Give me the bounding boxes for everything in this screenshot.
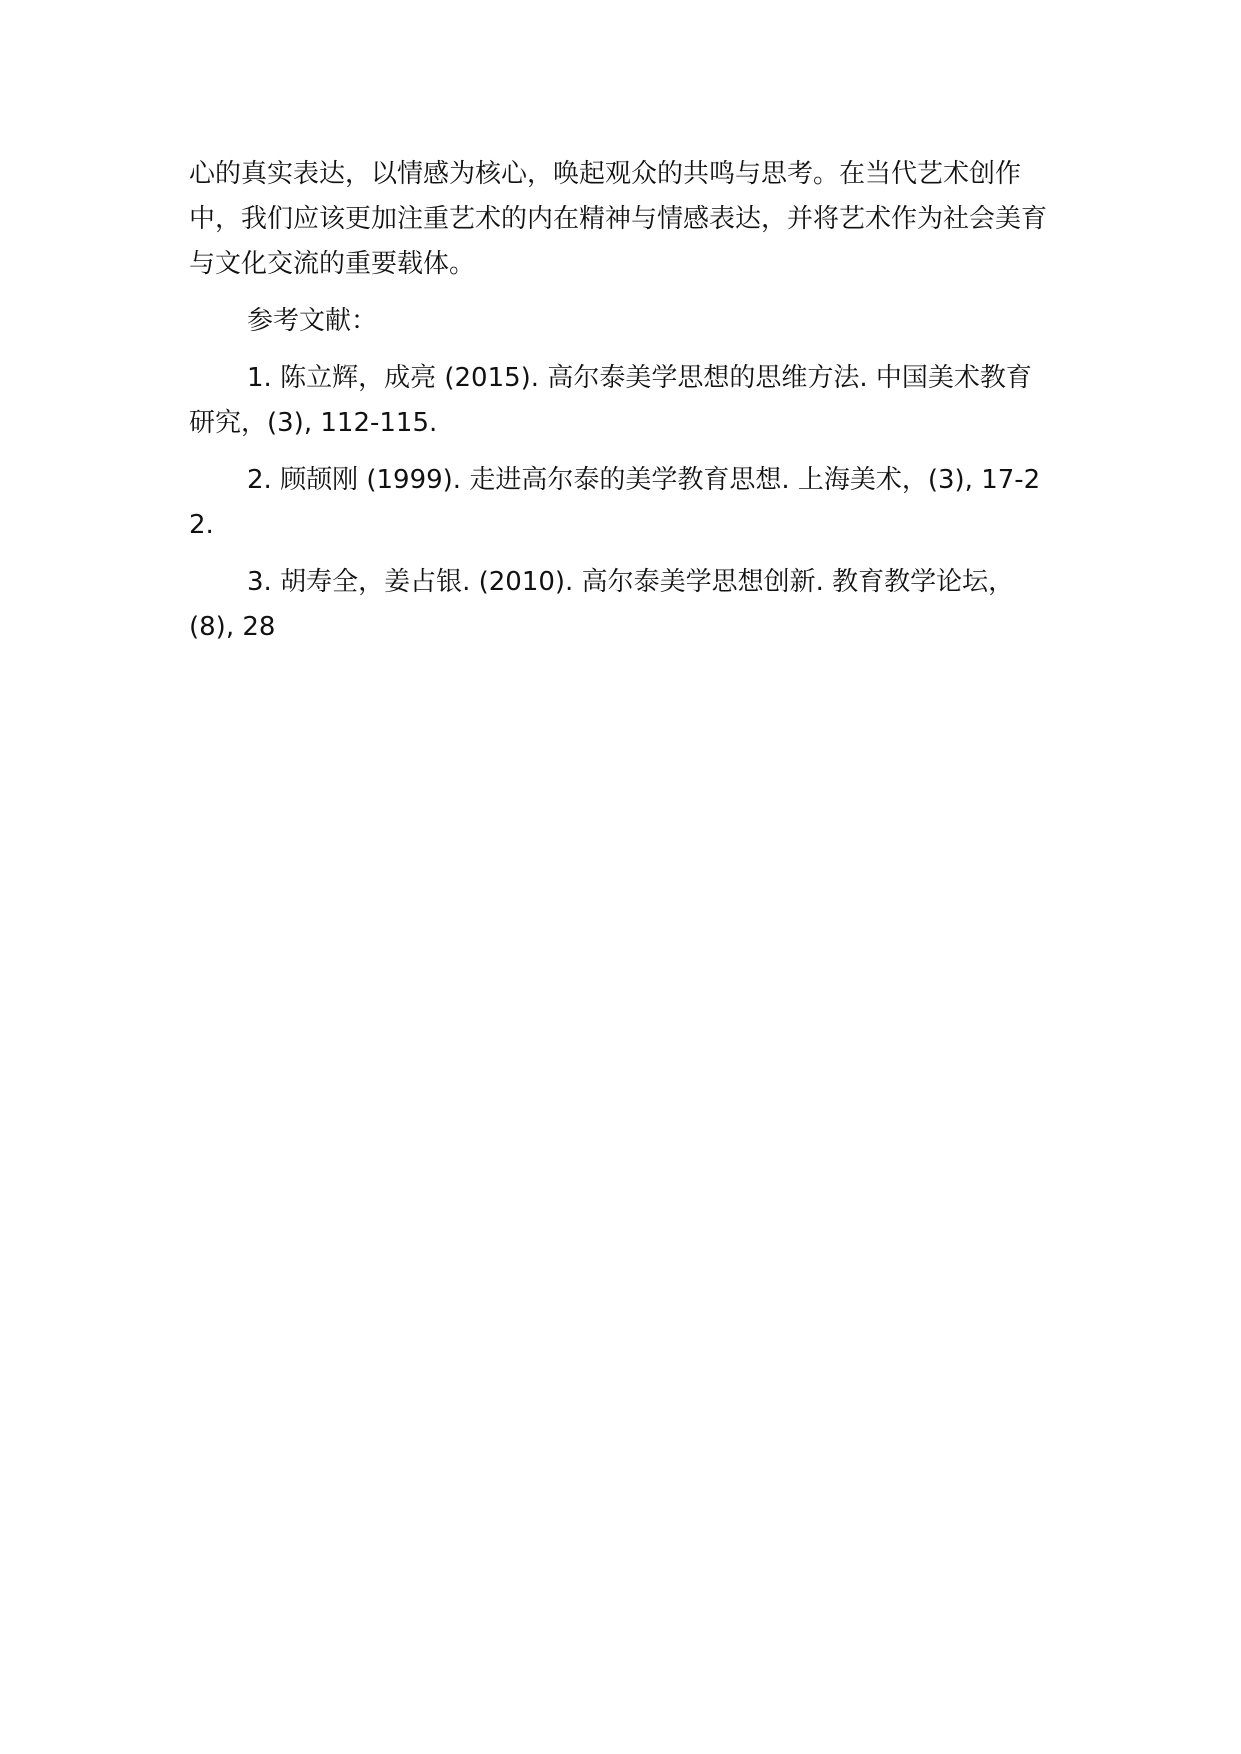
reference-item-1: 1. 陈立辉，成亮 (2015). 高尔泰美学思想的思维方法. 中国美术教育研究，(3), 112-115. xyxy=(189,363,1032,438)
reference-item-2: 2. 顾颉刚 (1999). 走进高尔泰的美学教育思想. 上海美术，(3), 17-22. xyxy=(189,465,1041,540)
page-content xyxy=(189,152,1057,662)
reference-item-3: 3. 胡寿全，姜占银. (2010). 高尔泰美学思想创新. 教育教学论坛，(8), 28 xyxy=(189,567,1015,642)
body-paragraph: 心的真实表达，以情感为核心，唤起观众的共鸣与思考。在当代艺术创作中，我们应该更加注重艺术的内在精神与情感表达，并将艺术作为社会美育与文化交流的重要载体。 xyxy=(189,159,1048,279)
references-heading: 参考文献： xyxy=(247,306,378,336)
